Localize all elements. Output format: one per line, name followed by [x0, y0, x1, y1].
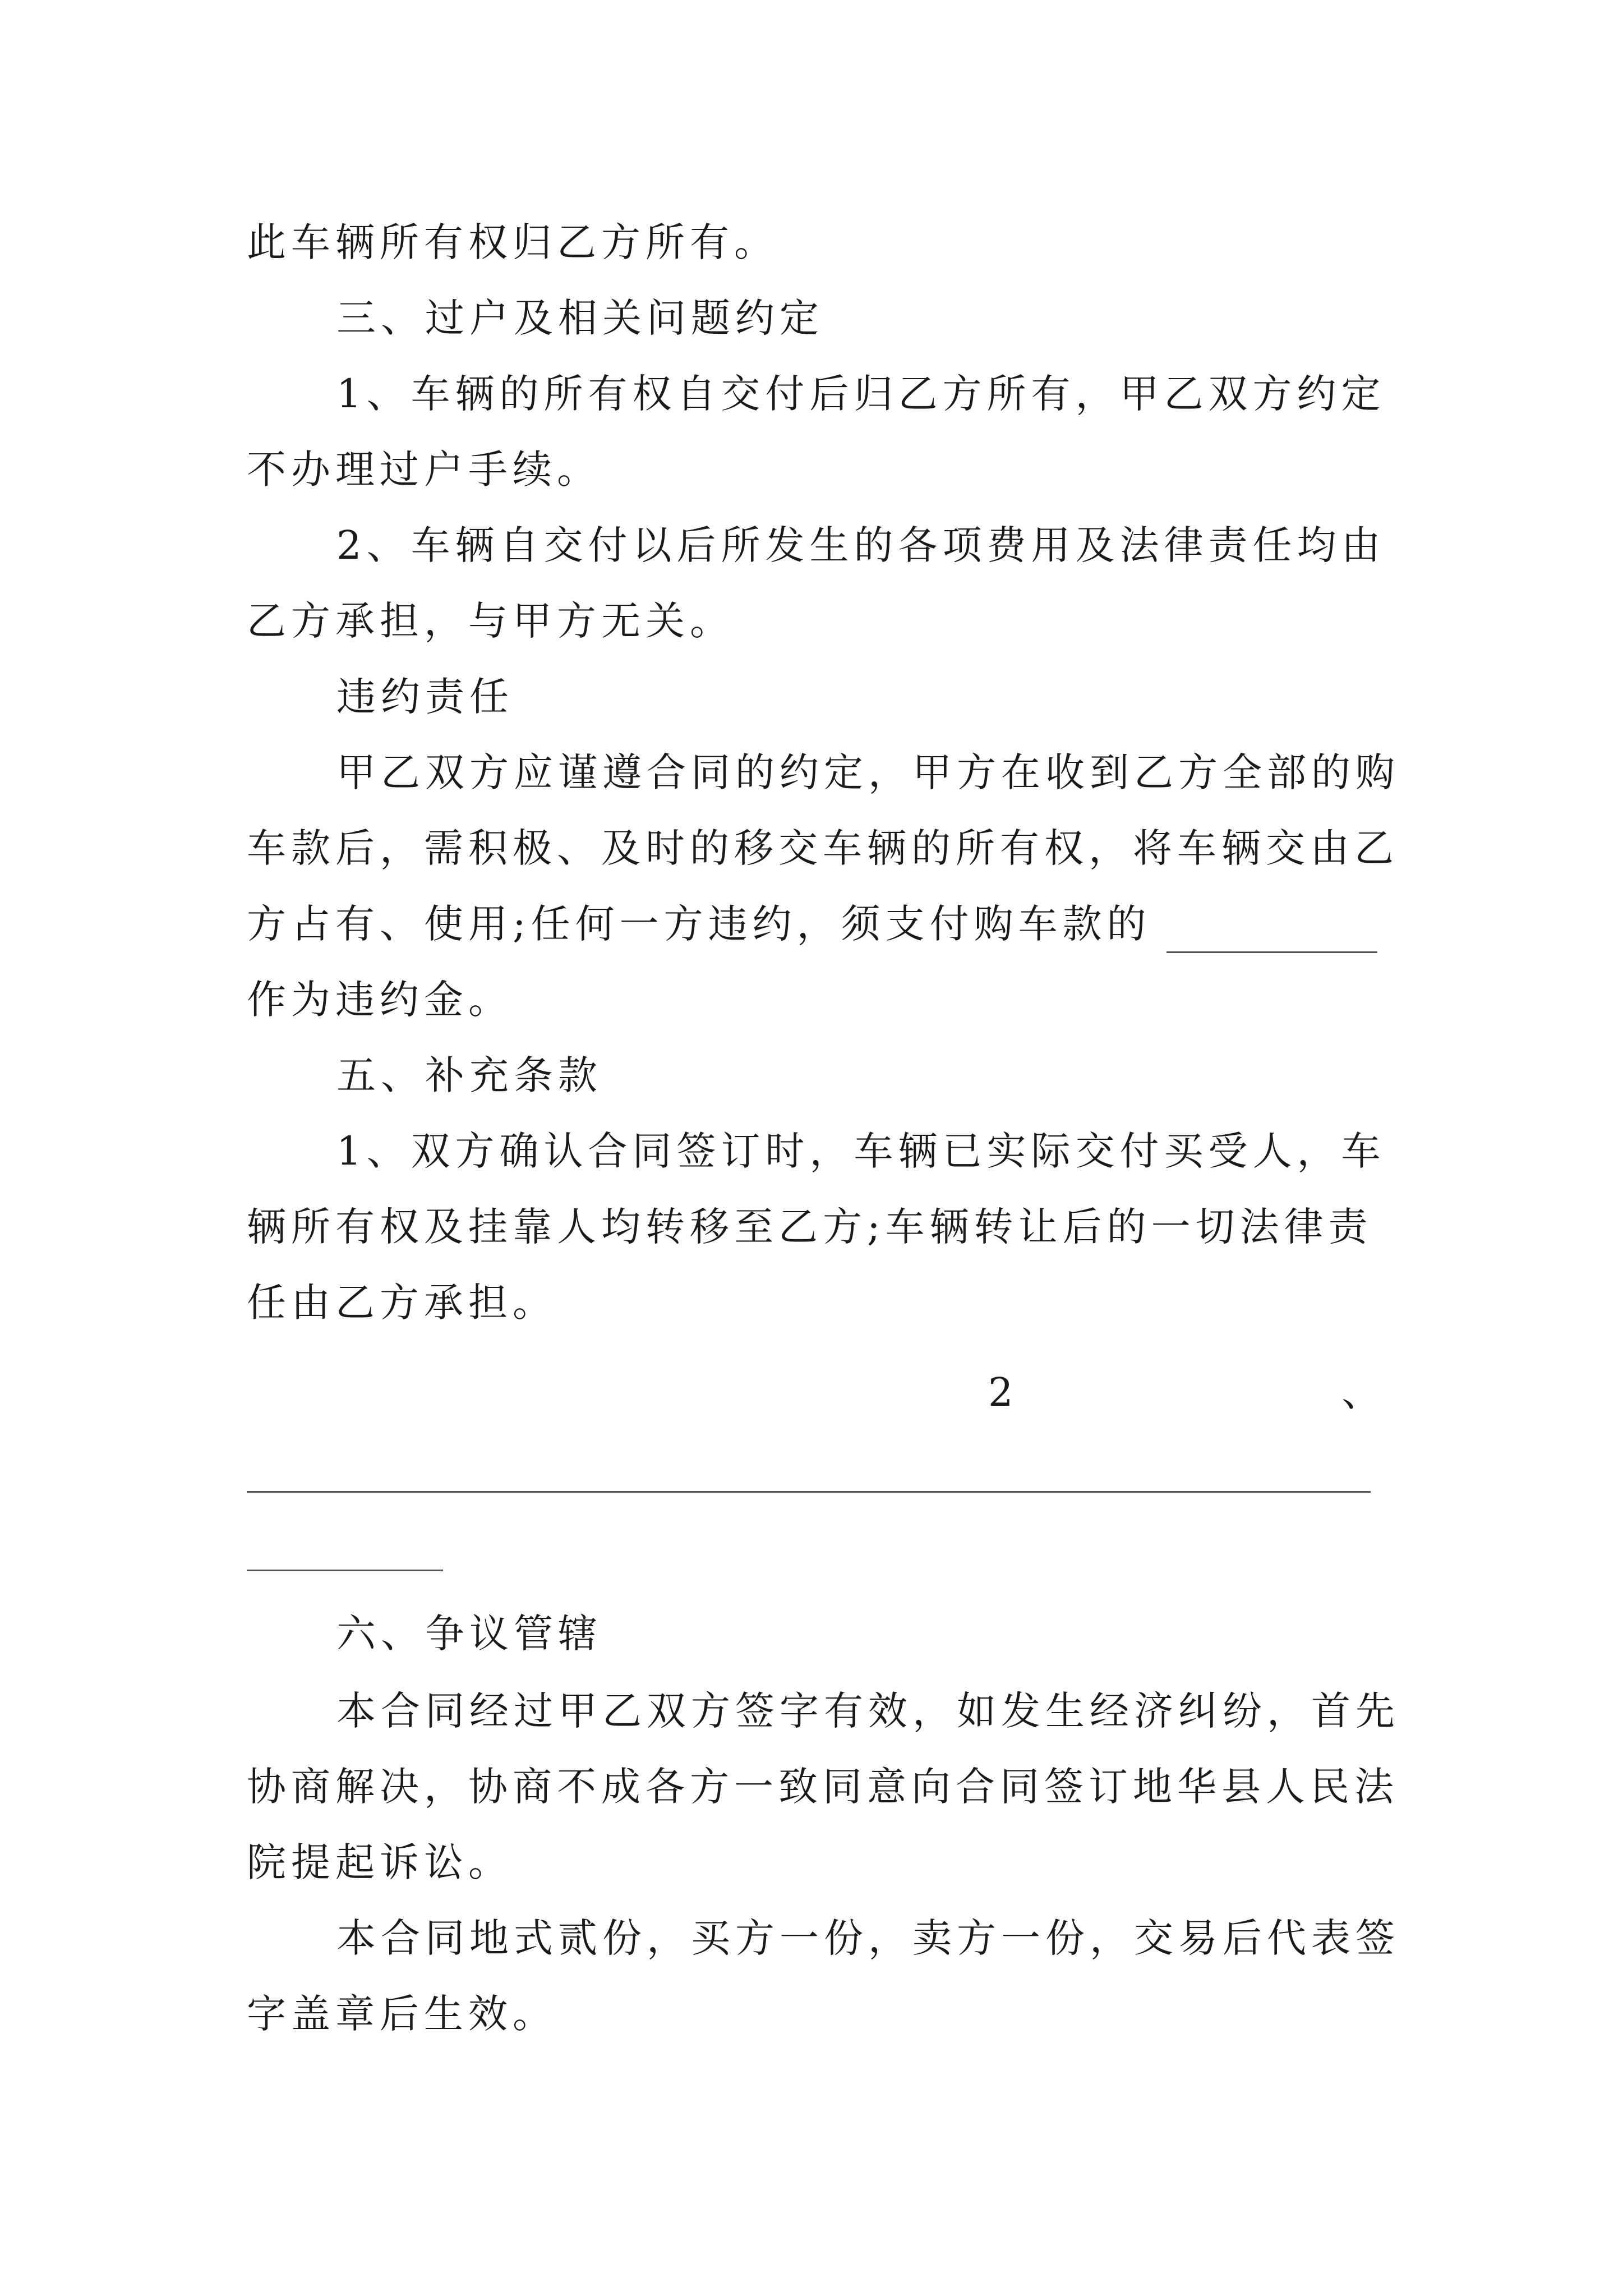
paragraph-line: 1、车辆的所有权自交付后归乙方所有，甲乙双方约定 [336, 371, 1386, 417]
paragraph-text: 方占有、使用;任何一方违约，须支付购车款的 [247, 901, 1151, 947]
paragraph-line: 字盖章后生效。 [247, 1991, 557, 2037]
paragraph-line: 本合同经过甲乙双方签字有效，如发生经济纠纷，首先 [336, 1688, 1400, 1734]
clause-separator: 、 [1341, 1369, 1381, 1415]
paragraph-line [247, 896, 1151, 952]
paragraph-line: 不办理过户手续。 [247, 447, 601, 493]
fill-in-blank [1166, 951, 1377, 953]
section-heading: 五、补充条款 [336, 1052, 602, 1098]
paragraph-line: 1、双方确认合同签订时，车辆已实际交付买受人，车 [336, 1128, 1386, 1174]
paragraph-line: 协商解决，协商不成各方一致同意向合同签订地华县人民法 [247, 1764, 1399, 1810]
paragraph-line: 此车辆所有权归乙方所有。 [247, 219, 778, 265]
fill-in-blank [247, 1491, 1371, 1493]
paragraph-line: 2、车辆自交付以后所发生的各项费用及法律责任均由 [336, 522, 1386, 568]
section-heading: 六、争议管辖 [336, 1611, 602, 1657]
paragraph-line: 院提起诉讼。 [247, 1839, 513, 1885]
fill-in-blank [247, 1570, 443, 1571]
clause-number: 2 [988, 1369, 1013, 1415]
paragraph-line: 本合同地式贰份，买方一份，卖方一份，交易后代表签 [336, 1915, 1400, 1961]
paragraph-line: 作为违约金。 [247, 977, 513, 1023]
section-heading: 违约责任 [336, 674, 514, 720]
paragraph-line: 车款后，需积极、及时的移交车辆的所有权，将车辆交由乙 [247, 825, 1399, 871]
paragraph-line: 甲乙双方应谨遵合同的约定，甲方在收到乙方全部的购 [336, 749, 1400, 795]
section-heading: 三、过户及相关问题约定 [336, 295, 824, 341]
paragraph-line: 辆所有权及挂靠人均转移至乙方;车辆转让后的一切法律责 [247, 1204, 1373, 1250]
paragraph-line: 任由乙方承担。 [247, 1280, 557, 1326]
paragraph-line: 乙方承担，与甲方无关。 [247, 598, 734, 644]
